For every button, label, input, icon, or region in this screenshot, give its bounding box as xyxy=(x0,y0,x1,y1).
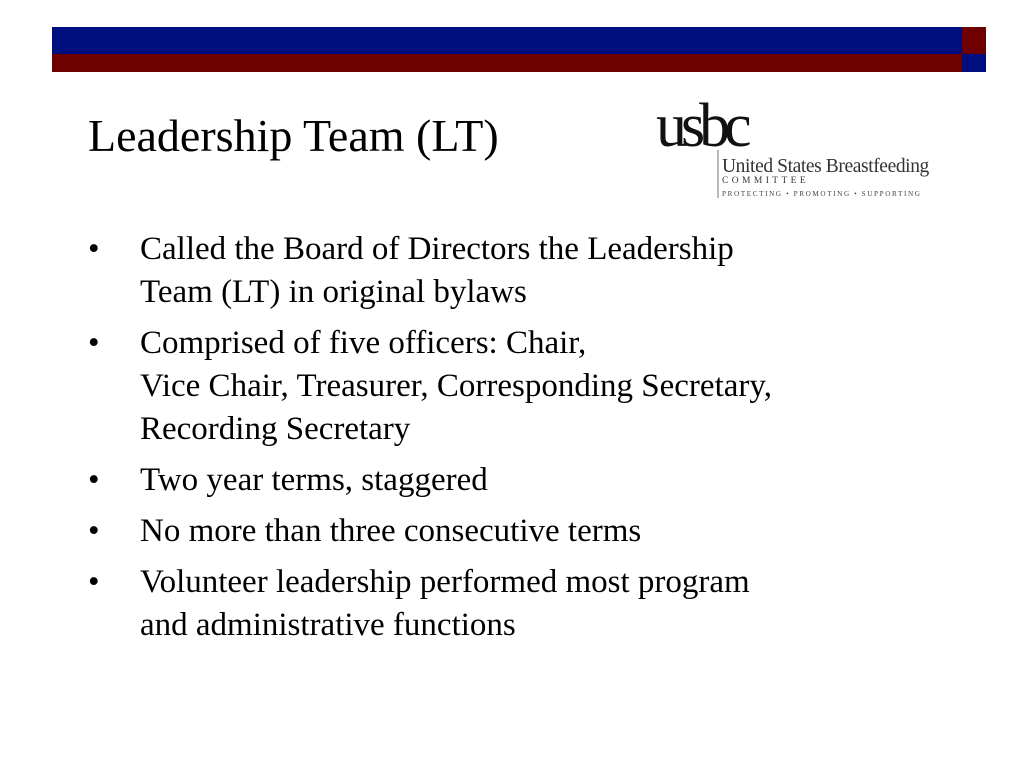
bullet-item xyxy=(88,459,918,502)
bullet-glyph: • xyxy=(88,564,100,600)
bullet-item xyxy=(88,561,918,647)
bullet-text-line: Volunteer leadership performed most program xyxy=(140,564,750,600)
logo-name: United States Breastfeeding xyxy=(722,156,929,177)
bullet-glyph: • xyxy=(88,325,100,361)
bullet-glyph: • xyxy=(88,231,100,267)
logo-sub: COMMITTEE xyxy=(722,176,810,186)
bullet-text-line: No more than three consecutive terms xyxy=(140,513,642,549)
slide-title: Leadership Team (LT) xyxy=(88,110,499,161)
bullet-text-line: Called the Board of Directors the Leadership xyxy=(140,231,734,267)
bullet-text-line: Two year terms, staggered xyxy=(140,462,488,498)
header-square-maroon xyxy=(962,27,986,54)
bullet-item xyxy=(88,322,918,451)
logo-mark: usbc xyxy=(656,92,746,160)
logo-tagline: PROTECTING • PROMOTING • SUPPORTING xyxy=(722,190,922,198)
usbc-logo xyxy=(656,88,956,202)
bullet-glyph: • xyxy=(88,462,100,498)
bullet-text-line: and administrative functions xyxy=(140,607,516,643)
bullet-item xyxy=(88,510,918,553)
bullet-text-line: Comprised of five officers: Chair, xyxy=(140,325,587,361)
header-bar-maroon xyxy=(52,54,962,72)
header-bar-navy xyxy=(52,27,962,54)
bullet-text-line: Recording Secretary xyxy=(140,411,411,447)
bullet-glyph: • xyxy=(88,513,100,549)
bullet-text-line: Team (LT) in original bylaws xyxy=(140,274,527,310)
bullet-list xyxy=(88,228,918,655)
header-square-navy xyxy=(962,54,986,72)
bullet-item xyxy=(88,228,918,314)
bullet-text-line: Vice Chair, Treasurer, Corresponding Secretary, xyxy=(140,368,772,404)
